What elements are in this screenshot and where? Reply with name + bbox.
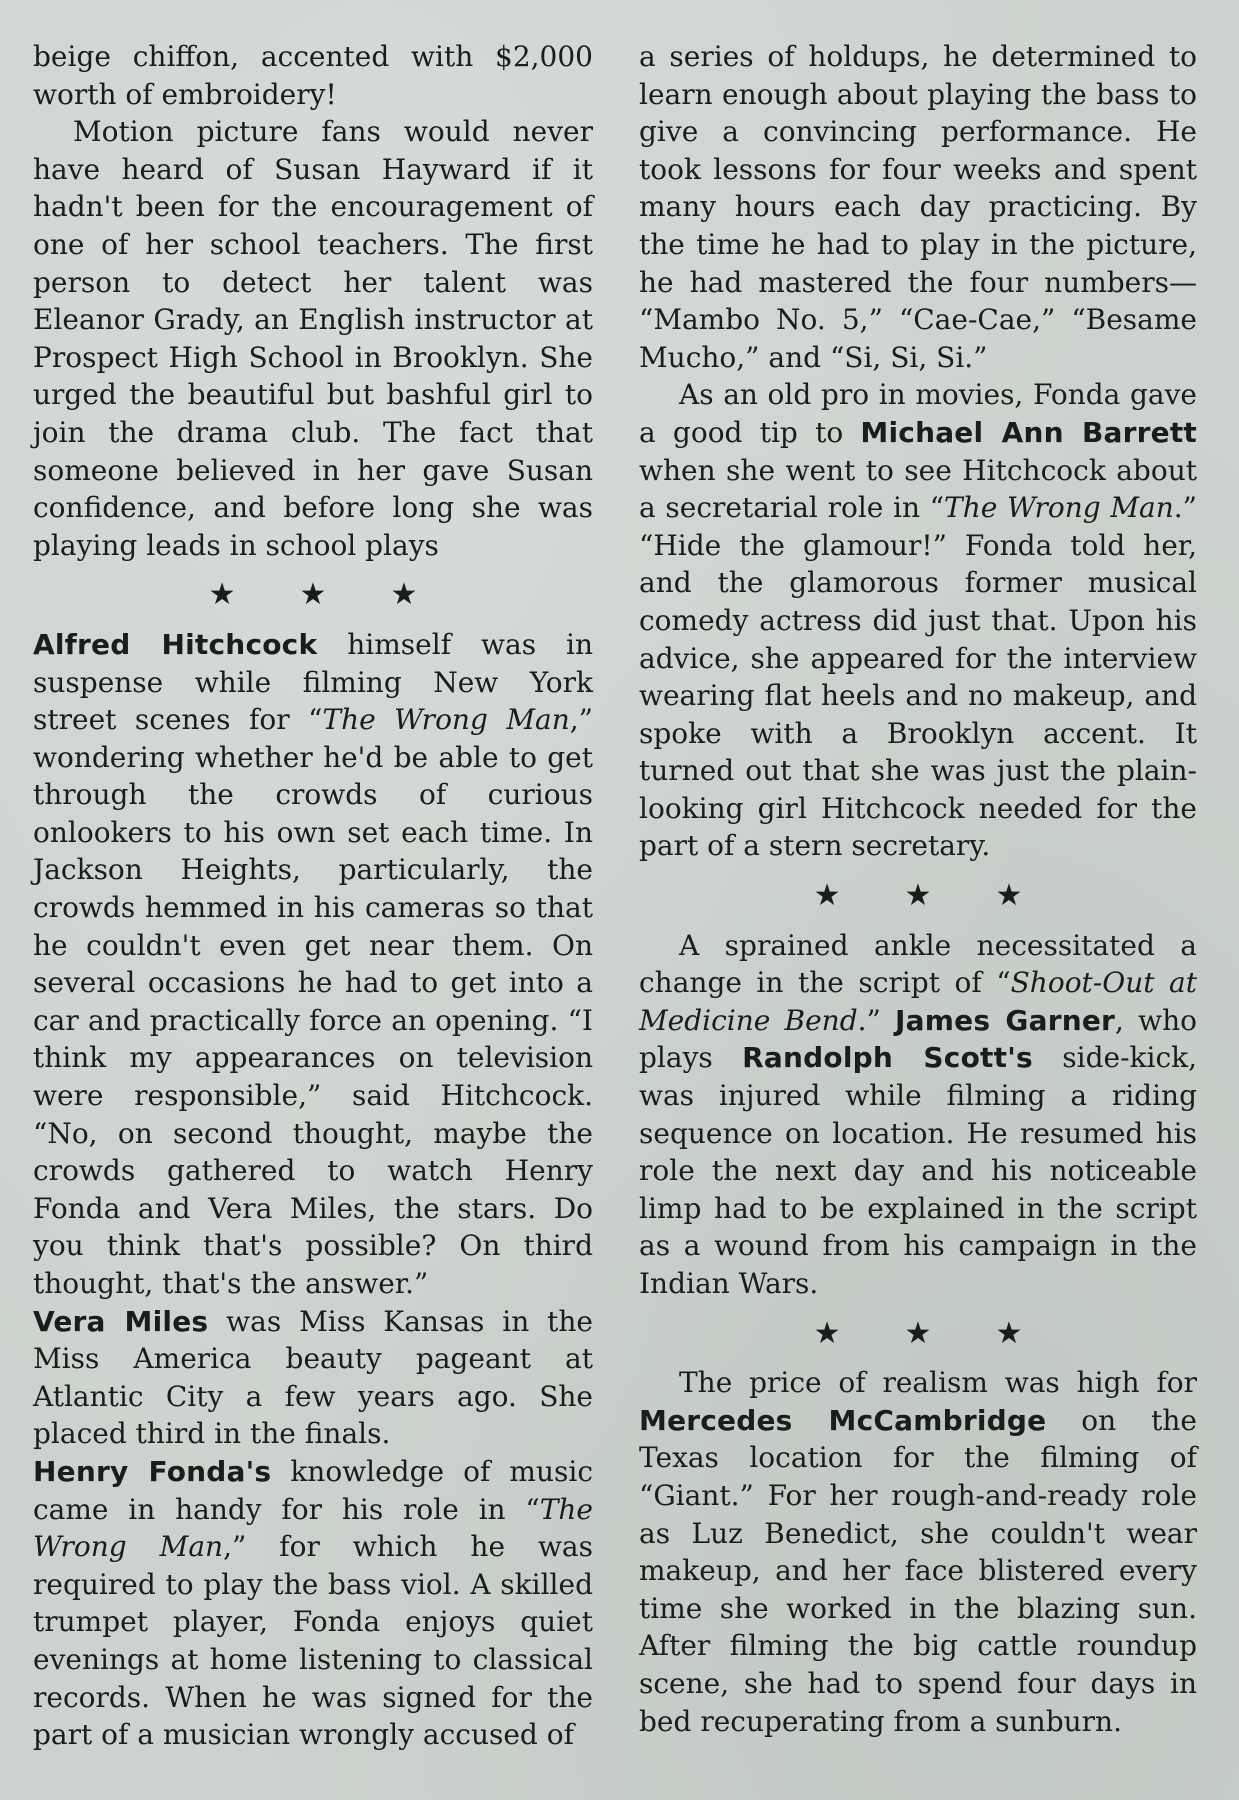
star-icon: ★ <box>390 577 418 613</box>
name-randolph-scott: Randolph Scott's <box>742 1041 1033 1075</box>
section-divider-stars <box>639 877 1197 915</box>
paragraph-michael-ann-barrett: As an old pro in movies, Fonda gave a good tip to Michael Ann Barrett when she went to see Hitchcock about a secretarial role in “The Wrong Man.” “Hide the glamour!” Fonda told her, and the glamorous former musical comedy actress did just that. Upon his advice, she appeared for the interview wearing flat heels and no makeup, and spoke with a Brooklyn accent. It turned out that she was just the plain-looking girl Hitchcock needed for the part of a stern secretary. <box>639 378 1197 863</box>
paragraph-bass-lessons: a series of holdups, he determined to learn enough about playing the bass to give a convincing performance. He took lessons for four weeks and spent many hours each day practicing. By the time he had to play in the picture, he had mastered the four numbers— “Mambo No. 5,” “Cae-Cae,” “Besame Mucho,” and “Si, Si, Si.” <box>639 40 1197 374</box>
star-icon: ★ <box>904 1315 932 1351</box>
paragraph-james-garner: A sprained ankle necessitated a change in the script of “Shoot-Out at Medicine Bend.” James Garner, who plays Randolph Scott's side-kick, was injured while filming a riding sequence on location. He resumed his role the next day and his noticeable limp had to be explained in the script as a wound from his campaign in the Indian Wars. <box>639 928 1197 1300</box>
paragraph-hitchcock: Alfred Hitchcock himself was in suspense while filming New York street scenes for “The Wrong Man,” wondering whether he'd be able to get through the crowds of curious onlookers to his own set each time. In Jackson Heights, particularly, the crowds hemmed in his cameras so that he couldn't even get near them. On several occasions he had to get into a car and practically force an opening. “I think my appearances on television were responsible,” said Hitchcock. “No, on second thought, maybe the crowds gathered to watch Henry Fonda and Vera Miles, the stars. Do you think that's possible? On third thought, that's the answer.” <box>33 627 594 1300</box>
film-title: Shoot-Out at Medicine Bend <box>639 966 1197 1037</box>
paragraph-vera-miles: Vera Miles was Miss Kansas in the Miss America beauty pageant at Atlantic City a few years ago. She placed third in the finals. <box>33 1304 593 1451</box>
star-icon: ★ <box>995 1315 1023 1351</box>
name-henry-fonda: Henry Fonda's <box>33 1454 272 1488</box>
section-divider-stars <box>639 1315 1197 1353</box>
name-michael-ann-barrett: Michael Ann Barrett <box>860 415 1197 449</box>
paragraph-embroidery: beige chiffon, accented with $2,000 worth of embroidery! <box>33 40 593 111</box>
left-column <box>33 38 593 1754</box>
film-title: The Wrong Man <box>322 703 570 737</box>
paragraph-mercedes-mccambridge: The price of realism was high for Mercedes McCambridge on the Texas location for the filming of “Giant.” For her rough-and-ready role as Luz Benedict, she couldn't wear makeup, and her face blistered every time she worked in the blazing sun. After filming the big cattle roundup scene, she had to spend four days in bed recuperating from a sunburn. <box>639 1366 1197 1738</box>
star-icon: ★ <box>208 577 236 613</box>
star-icon: ★ <box>813 878 841 914</box>
star-icon: ★ <box>299 577 327 613</box>
name-alfred-hitchcock: Alfred Hitchcock <box>33 627 318 661</box>
film-title: The Wrong Man <box>33 1492 593 1564</box>
section-divider-stars <box>33 576 593 614</box>
star-icon: ★ <box>995 878 1023 914</box>
star-icon: ★ <box>813 1315 841 1351</box>
star-icon: ★ <box>904 878 932 914</box>
paragraph-susan-hayward: Motion picture fans would never have heard of Susan Hayward if it hadn't been for the encouragement of one of her school teachers. The first person to detect her talent was Eleanor Grady, an English instructor at Prospect High School in Brooklyn. She urged the beautiful but bashful girl to join the drama club. The fact that someone believed in her gave Susan confidence, and before long she was playing leads in school plays <box>33 115 593 562</box>
name-vera-miles: Vera Miles <box>33 1304 209 1338</box>
name-mercedes-mccambridge: Mercedes McCambridge <box>639 1403 1047 1437</box>
name-james-garner: James Garner <box>895 1003 1116 1037</box>
film-title: The Wrong Man <box>944 491 1174 525</box>
paragraph-henry-fonda: Henry Fonda's knowledge of music came in handy for his role in “The Wrong Man,” for which he was required to play the bass viol. A skilled trumpet player, Fonda enjoys quiet evenings at home listening to classical records. When he was signed for the part of a musician wrongly accused of <box>33 1454 594 1752</box>
right-column <box>639 38 1197 1740</box>
